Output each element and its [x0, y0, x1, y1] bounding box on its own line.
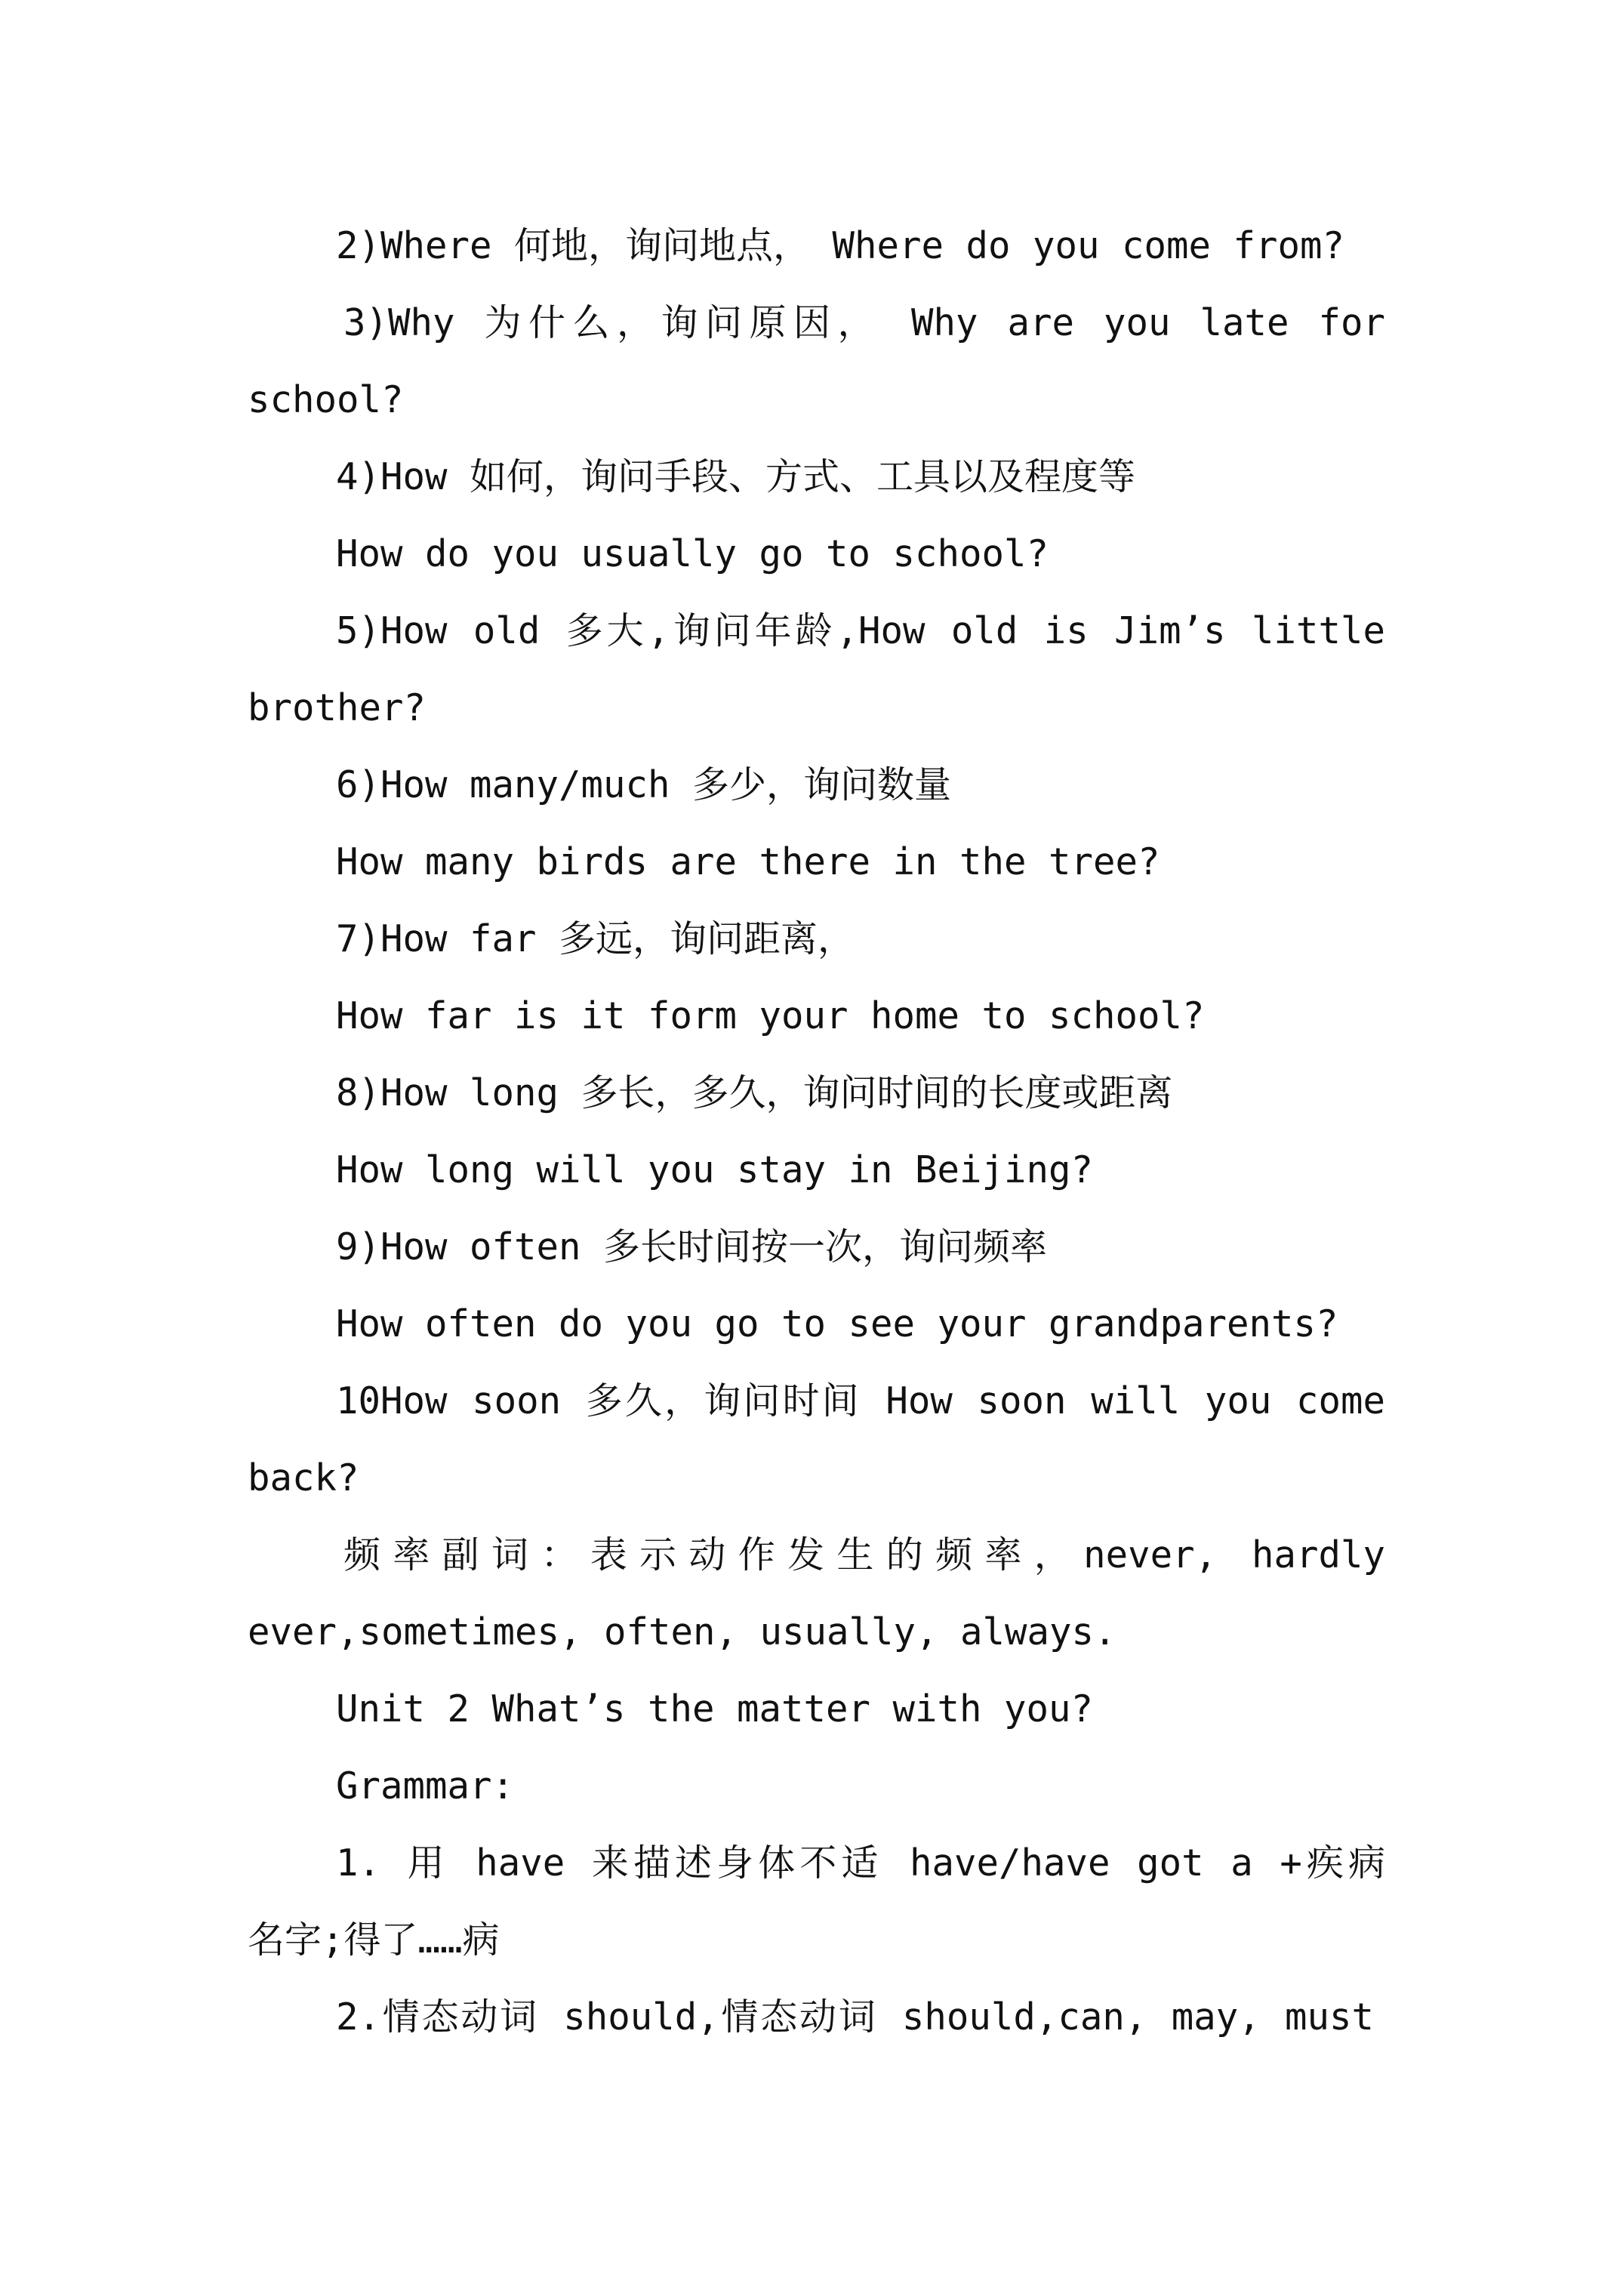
text-line-how-often-example: How often do you go to see your grandparents?	[336, 1302, 1338, 1345]
text-line-how: 4)How 如何，询问手段、方式、工具以及程度等	[336, 455, 1136, 498]
text-line-how-example: How do you usually go to school?	[336, 532, 1049, 575]
text-line-how-long-example: How long will you stay in Beijing?	[336, 1148, 1094, 1191]
text-line-how-many-example: How many birds are there in the tree?	[336, 840, 1160, 883]
text-line-frequency-adverbs: 频率副词：表示动作发生的频率，never, hardly	[343, 1533, 1385, 1576]
text-line-where: 2)Where 何地，询问地点， Where do you come from?	[336, 224, 1345, 267]
section-heading-grammar: Grammar:	[336, 1764, 515, 1808]
text-line-how-soon: 10How soon 多久，询问时间 How soon will you come	[336, 1379, 1385, 1422]
text-line-grammar-point-2: 2.情态动词 should,情态动词 should,can, may, must	[336, 1996, 1374, 2039]
text-line-why-continued: school?	[248, 378, 404, 421]
text-line-why: 3)Why 为什么，询问原因， Why are you late for	[343, 301, 1385, 344]
text-line-frequency-adverbs-continued: ever,sometimes, often, usually, always.	[248, 1610, 1116, 1653]
text-line-grammar-point-1: 1. 用 have 来描述身体不适 have/have got a +疾病	[336, 1841, 1385, 1885]
text-line-how-many: 6)How many/much 多少，询问数量	[336, 763, 952, 806]
text-line-how-far-example: How far is it form your home to school?	[336, 994, 1205, 1037]
text-line-how-old-continued: brother?	[248, 686, 427, 729]
text-line-how-long: 8)How long 多长，多久，询问时间的长度或距离	[336, 1071, 1173, 1114]
text-line-how-far: 7)How far 多远，询问距离，	[336, 917, 855, 960]
text-line-how-old: 5)How old 多大,询问年龄,How old is Jim’s little	[336, 609, 1385, 652]
text-line-grammar-point-1-continued: 名字;得了……病	[248, 1918, 500, 1962]
section-heading-unit-2: Unit 2 What’s the matter with you?	[336, 1687, 1094, 1730]
text-line-how-soon-continued: back?	[248, 1456, 359, 1499]
text-line-how-often: 9)How often 多长时间按一次，询问频率	[336, 1225, 1048, 1268]
